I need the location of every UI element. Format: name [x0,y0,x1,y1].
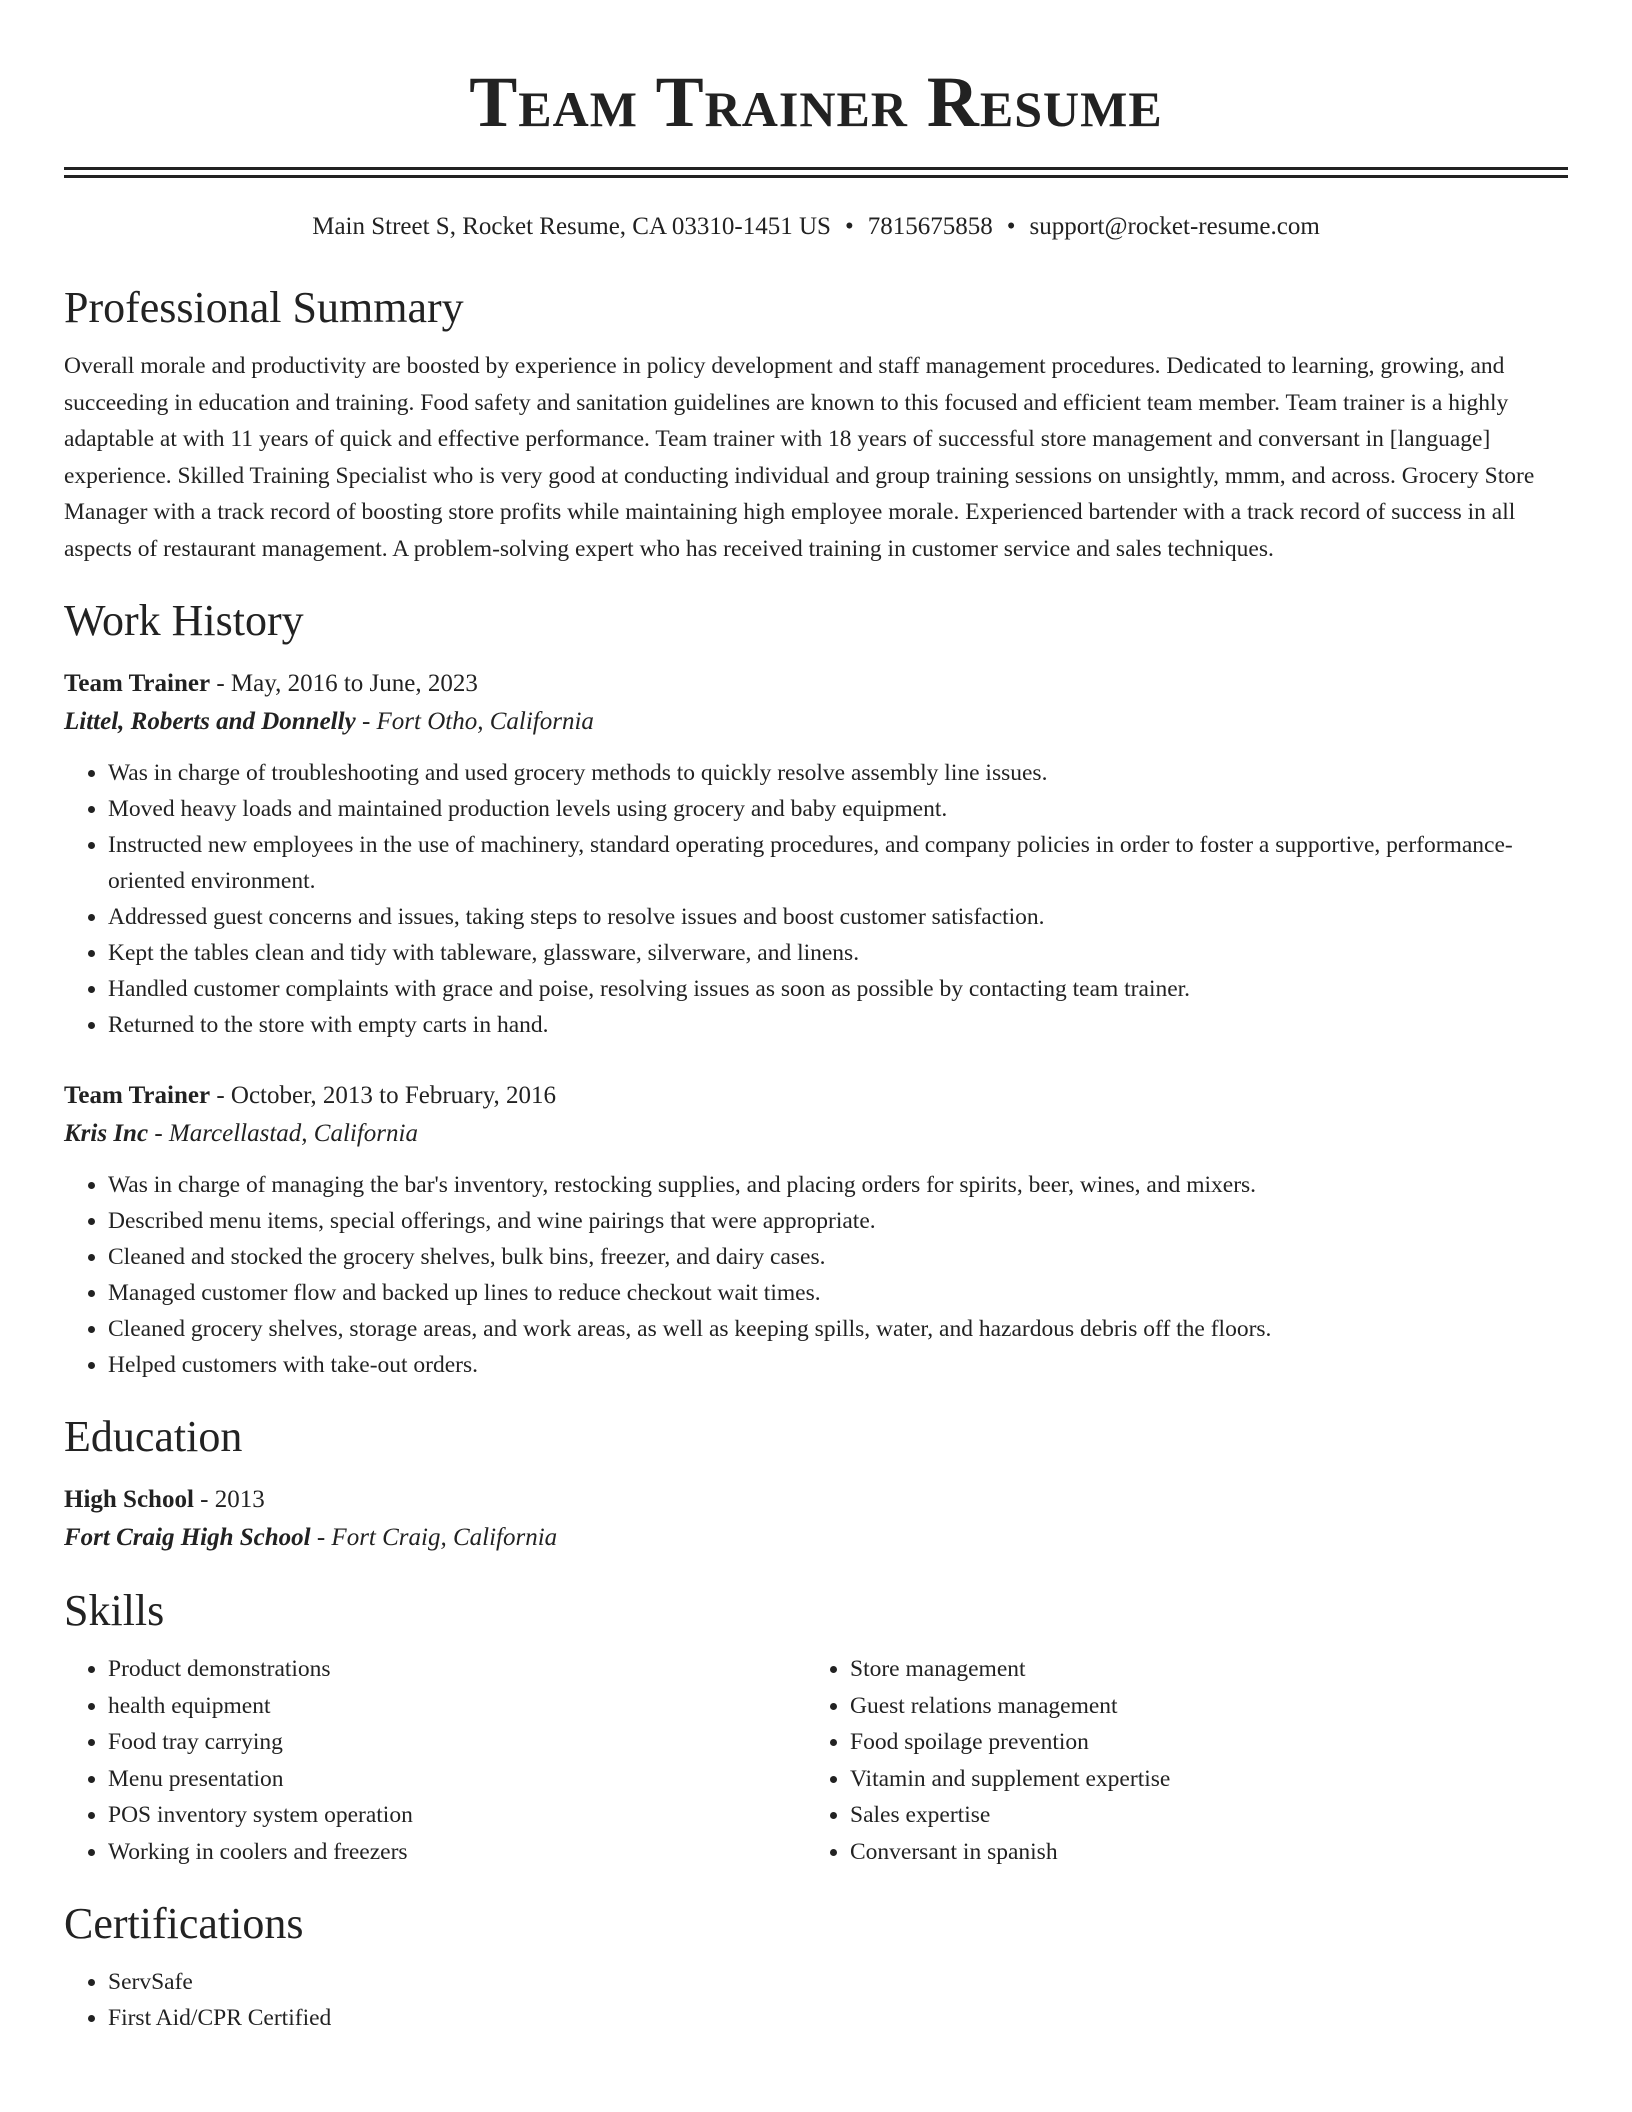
job-company-line [64,1115,1568,1153]
work-history-heading: Work History [64,596,304,645]
skill-item: • Product demonstrations [108,1651,806,1688]
contact-phone: 7815675858 [867,213,993,240]
job-bullet: • Returned to the store with empty carts in hand. [108,1007,1568,1043]
job-bullet: • Was in charge of troubleshooting and used grocery methods to quickly resolve assembly line issues. [108,755,1568,791]
education-school-line [64,1519,1568,1557]
job-bullet: • Moved heavy loads and maintained production levels using grocery and baby equipment. [108,791,1568,827]
job-location: - Fort Otho, California [355,708,594,735]
job-bullet: • Helped customers with take-out orders. [108,1347,1568,1383]
job-dates: - October, 2013 to February, 2016 [210,1082,556,1109]
resume-title: Team Trainer Resume [469,62,1163,142]
contact-separator: • [1006,213,1016,240]
job-title: Team Trainer [64,1082,211,1109]
summary-text: Overall morale and productivity are boosted by experience in policy development and staff management procedures. Dedicated to learning, growing, and succeeding in education and training. Food safety and sanitation guidelines are known to this focused and efficient team member. Team trainer is a highly adaptable at with 11 years of quick and effective performance. Team trainer with 18 years of successful store management and conversant in [language] experience. Skilled Training Specialist who is very good at conducting individual and group training sessions on unsightly, mmm, and across. Grocery Store Manager with a track record of boosting store profits while maintaining high employee morale. Experienced bartender with a track record of success in all aspects of restaurant management. A problem-solving expert who has received training in customer service and sales techniques. [64,353,1535,562]
skill-item: • Conversant in spanish [850,1834,1548,1871]
job-bullet: • Cleaned and stocked the grocery shelves, bulk bins, freezer, and dairy cases. [108,1239,1568,1275]
education-heading: Education [64,1412,243,1461]
education-location: - Fort Craig, California [310,1524,558,1551]
skill-item: • Working in coolers and freezers [108,1834,806,1871]
contact-email: support@rocket-resume.com [1029,213,1320,240]
summary-heading: Professional Summary [64,283,464,332]
education-year: - 2013 [193,1486,265,1513]
skills-heading: Skills [64,1586,165,1635]
job-bullet: • Managed customer flow and backed up lines to reduce checkout wait times. [108,1275,1568,1311]
certifications-list [64,1964,1568,2036]
job-entry [64,665,1568,1043]
job-company-line [64,703,1568,741]
skill-item: • Food tray carrying [108,1724,806,1761]
title-double-rule [64,167,1568,178]
job-bullet: • Was in charge of managing the bar's inventory, restocking supplies, and placing orders for spirits, beer, wines, and mixers. [108,1167,1568,1203]
skills-columns [64,1651,1568,1870]
skill-item: • POS inventory system operation [108,1797,806,1834]
skill-item: • Sales expertise [850,1797,1548,1834]
skills-right-column [806,1651,1548,1870]
job-location: - Marcellastad, California [148,1120,418,1147]
job-company: Kris Inc [64,1120,149,1147]
job-bullet: • Handled customer complaints with grace and poise, resolving issues as soon as possible by contacting team trainer. [108,971,1568,1007]
skill-item: • health equipment [108,1688,806,1725]
job-bullet: • Addressed guest concerns and issues, taking steps to resolve issues and boost customer satisfaction. [108,899,1568,935]
skill-item: • Guest relations management [850,1688,1548,1725]
job-bullet: • Described menu items, special offerings, and wine pairings that were appropriate. [108,1203,1568,1239]
skill-item: • Vitamin and supplement expertise [850,1761,1548,1798]
certification-item: • First Aid/CPR Certified [108,2000,1568,2036]
job-title-line [64,665,1568,703]
job-bullet: • Cleaned grocery shelves, storage areas, and work areas, as well as keeping spills, water, and hazardous debris off the floors. [108,1311,1568,1347]
job-dates: - May, 2016 to June, 2023 [210,670,478,697]
skill-item: • Menu presentation [108,1761,806,1798]
contact-separator: • [844,213,854,240]
certification-item: • ServSafe [108,1964,1568,2000]
job-title-line [64,1077,1568,1115]
job-bullet: • Instructed new employees in the use of machinery, standard operating procedures, and company policies in order to foster a supportive, performance-oriented environment. [108,827,1568,899]
education-degree-line [64,1481,1568,1519]
education-entry [64,1481,1568,1557]
job-company: Littel, Roberts and Donnelly [64,708,356,735]
contact-address: Main Street S, Rocket Resume, CA 03310-1451 US [312,213,831,240]
skill-item: • Food spoilage prevention [850,1724,1548,1761]
job-entry [64,1077,1568,1383]
job-bullets [64,755,1568,1043]
job-title: Team Trainer [64,670,211,697]
education-school: Fort Craig High School [64,1524,311,1551]
certifications-heading: Certifications [64,1899,304,1948]
job-bullets [64,1167,1568,1383]
skills-left-column [64,1651,806,1870]
contact-line [64,212,1568,242]
skill-item: • Store management [850,1651,1548,1688]
job-bullet: • Kept the tables clean and tidy with tableware, glassware, silverware, and linens. [108,935,1568,971]
education-degree: High School [64,1486,194,1513]
